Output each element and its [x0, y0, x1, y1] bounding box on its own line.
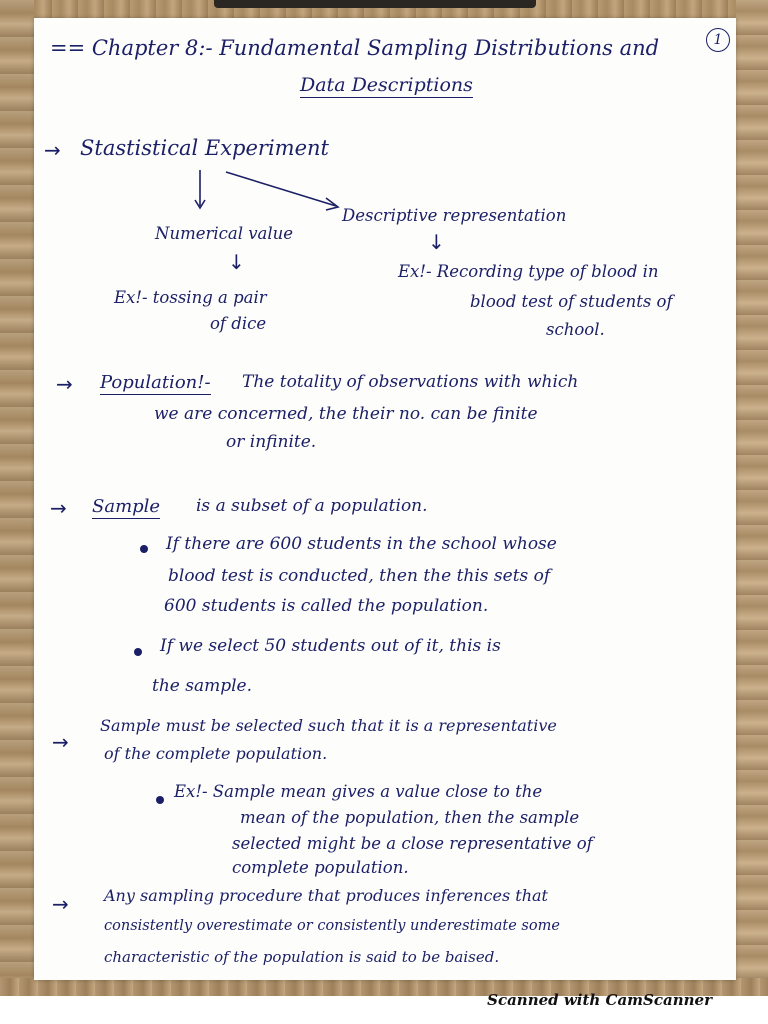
- descriptive-example-cont: blood test of students of: [470, 292, 673, 311]
- descriptive-example-end: school.: [546, 320, 605, 339]
- sample-term: Sample: [92, 496, 161, 517]
- numerical-value-label: Numerical value: [155, 224, 294, 243]
- population-term: Population!-: [100, 372, 211, 393]
- biased-statement-cont: consistently overestimate or consistently underestimate some: [104, 918, 560, 934]
- numerical-example-cont: of dice: [210, 314, 267, 333]
- arrow-icon: →: [50, 496, 67, 520]
- sample-definition: is a subset of a population.: [196, 496, 428, 516]
- diagonal-arrow-shaft: [226, 172, 336, 206]
- chapter-title: == Chapter 8:- Fundamental Sampling Distributions and: [50, 36, 660, 60]
- sample-example-2: If we select 50 students out of it, this is: [160, 636, 501, 656]
- representative-example: Ex!- Sample mean gives a value close to the: [174, 782, 543, 801]
- bullet: [140, 545, 148, 553]
- representative-statement-cont: of the complete population.: [104, 744, 328, 763]
- representative-statement: Sample must be selected such that it is a representative: [100, 716, 557, 735]
- bullet: [156, 796, 164, 804]
- population-definition: The totality of observations with which: [242, 372, 579, 392]
- page-number: 1: [706, 28, 730, 52]
- population-definition-end: or infinite.: [226, 432, 317, 452]
- clipboard-clip: [214, 0, 536, 8]
- sample-example-2-end: the sample.: [152, 676, 253, 696]
- experiment-heading: Stastistical Experiment: [80, 136, 329, 160]
- scanner-watermark: Scanned with CamScanner: [487, 991, 712, 1009]
- down-arrow-icon: ↓: [428, 230, 445, 254]
- arrow-icon: →: [52, 730, 69, 754]
- sample-example-1-end: 600 students is called the population.: [164, 596, 489, 616]
- descriptive-example: Ex!- Recording type of blood in: [398, 262, 659, 281]
- branch-arrows: [180, 166, 350, 216]
- table-background-left: [0, 0, 34, 996]
- arrow-icon: →: [52, 892, 69, 916]
- sample-example-1: If there are 600 students in the school whose: [166, 534, 557, 554]
- bullet: [134, 648, 142, 656]
- chapter-subtitle: Data Descriptions: [300, 74, 473, 96]
- population-definition-cont: we are concerned, the their no. can be finite: [154, 404, 538, 424]
- arrow-icon: →: [44, 138, 61, 162]
- down-arrow-icon: ↓: [228, 250, 245, 274]
- representative-example-cont2: selected might be a close representative of: [232, 834, 593, 853]
- descriptive-representation-label: Descriptive representation: [342, 206, 567, 225]
- arrow-icon: →: [56, 372, 73, 396]
- representative-example-cont: mean of the population, then the sample: [240, 808, 580, 827]
- table-background-right: [736, 0, 768, 996]
- numerical-example: Ex!- tossing a pair: [114, 288, 267, 307]
- representative-example-end: complete population.: [232, 858, 409, 877]
- biased-statement-end: characteristic of the population is said to be baised.: [104, 948, 500, 966]
- biased-statement: Any sampling procedure that produces inferences that: [104, 886, 548, 905]
- sample-example-1-cont: blood test is conducted, then the this sets of: [168, 566, 551, 586]
